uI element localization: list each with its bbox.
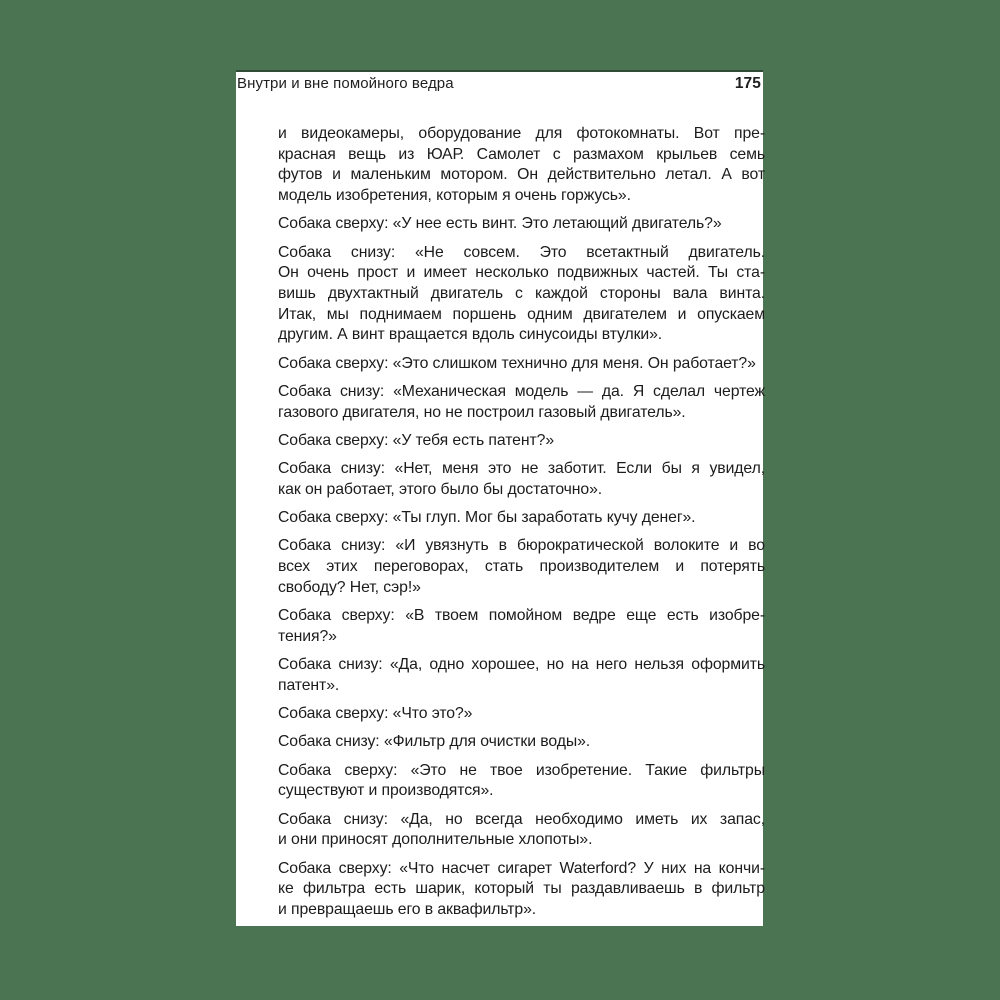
text-line: ке фильтра есть шарик, который ты раздавливаешь в фильтр: [278, 880, 765, 898]
paragraph: [278, 655, 765, 696]
paragraph: [278, 810, 765, 851]
paragraph: [278, 508, 765, 529]
text-line: Он очень прост и имеет несколько подвижных частей. Ты ста-: [278, 264, 765, 282]
text-line: другим. А винт вращается вдоль синусоиды втулки».: [278, 326, 663, 344]
text-line: Собака сверху: «Ты глуп. Мог бы заработать кучу денег».: [278, 509, 696, 527]
text-line: патент».: [278, 676, 340, 694]
text-line: как он работает, этого было бы достаточно».: [278, 480, 603, 498]
text-line: тения?»: [278, 627, 337, 645]
text-line: Собака снизу: «Механическая модель — да. Я сделал чертеж: [278, 382, 765, 400]
text-line: модель изобретения, которым я очень горжусь».: [278, 187, 631, 205]
text-line: Собака сверху: «Что насчет сигарет Waterford? У них на кончи-: [278, 859, 765, 877]
text-line: и превращаешь его в аквафильтр».: [278, 900, 537, 918]
text-line: всех этих переговорах, стать производителем и потерять: [278, 558, 765, 576]
paragraph: [278, 243, 765, 346]
text-line: и они приносят дополнительные хлопоты».: [278, 831, 593, 849]
paragraph: [278, 459, 765, 500]
text-line: Собака снизу: «Нет, меня это не заботит. Если бы я увидел,: [278, 460, 765, 478]
paragraph: [278, 704, 765, 725]
text-line: красная вещь из ЮАР. Самолет с размахом крыльев семь: [278, 145, 765, 163]
text-line: Собака сверху: «У тебя есть патент?»: [278, 431, 555, 449]
text-line: Собака сверху: «Что это?»: [278, 705, 473, 723]
text-line: футов и маленьким мотором. Он действительно летал. А вот: [278, 166, 765, 184]
paragraph: [278, 536, 765, 598]
paragraph: [278, 354, 765, 375]
page-number: 175: [734, 75, 761, 92]
text-line: вишь двухтактный двигатель с каждой стороны вала винта.: [278, 285, 765, 302]
book-page: [236, 72, 763, 926]
running-title: Внутри и вне помойного ведра: [237, 75, 454, 92]
running-header: [237, 74, 761, 93]
paragraph: [278, 606, 765, 647]
text-line: Собака снизу: «И увязнуть в бюрократической волоките и во: [278, 537, 765, 555]
text-line: Собака снизу: «Не совсем. Это всетактный двигатель.: [278, 243, 765, 261]
paragraph: [278, 431, 765, 452]
paragraph: [278, 732, 765, 753]
text-line: Собака сверху: «Это слишком технично для меня. Он работает?»: [278, 354, 756, 372]
text-line: Собака снизу: «Да, одно хорошее, но на него нельзя оформить: [278, 656, 765, 674]
text-line: Итак, мы поднимаем поршень одним двигателем и опускаем: [278, 305, 765, 323]
text-line: свободу? Нет, сэр!»: [278, 578, 421, 596]
text-line: Собака сверху: «У нее есть винт. Это летающий двигатель?»: [278, 215, 722, 233]
text-line: существуют и производятся».: [278, 782, 494, 800]
page-body: [278, 124, 765, 928]
paragraph: [278, 761, 765, 802]
paragraph: [278, 382, 765, 423]
text-line: Собака сверху: «В твоем помойном ведре еще есть изобре-: [278, 607, 765, 625]
paragraph: [278, 214, 765, 235]
text-line: Собака снизу: «Да, но всегда необходимо иметь их запас,: [278, 810, 765, 828]
text-line: Собака снизу: «Фильтр для очистки воды».: [278, 733, 591, 751]
text-line: газового двигателя, но не построил газовый двигатель».: [278, 403, 686, 421]
text-line: и видеокамеры, оборудование для фотокомнаты. Вот пре-: [278, 125, 765, 142]
text-line: Собака сверху: «Это не твое изобретение. Такие фильтры: [278, 761, 765, 779]
paragraph: [278, 124, 765, 207]
paragraph: [278, 859, 765, 921]
